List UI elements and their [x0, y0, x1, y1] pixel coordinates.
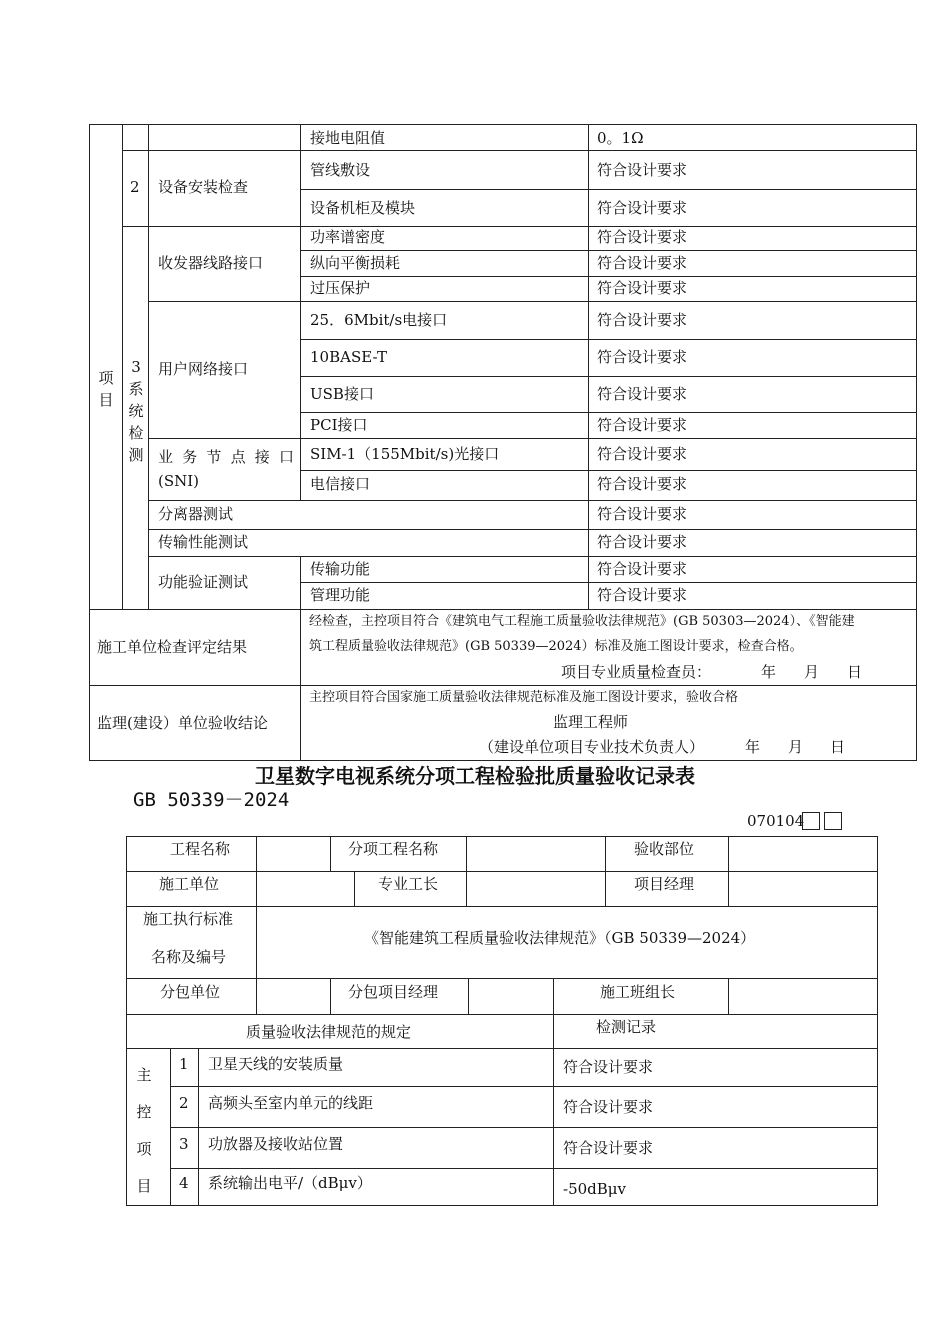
- sub-project-name-label: 分项工程名称: [348, 840, 439, 858]
- record-header: 检测记录: [596, 1018, 657, 1036]
- transmission-test: 传输性能测试: [158, 533, 249, 551]
- acceptance-part-field[interactable]: [730, 838, 876, 869]
- transmission-value: 符合设计要求: [597, 533, 688, 551]
- contractor-day: 日: [847, 663, 863, 681]
- table-cell: 设备机柜及模块: [310, 199, 416, 217]
- table-cell: 符合设计要求: [597, 560, 688, 578]
- foreman-label: 专业工长: [378, 875, 439, 893]
- sub-project-manager-field[interactable]: [470, 980, 551, 1012]
- item-num: 4: [179, 1174, 189, 1192]
- standard-label-1: 施工执行标准: [143, 910, 234, 928]
- table-cell: 功率谱密度: [310, 228, 386, 246]
- supervision-year: 年: [745, 738, 761, 756]
- item-name: 高频头至室内单元的线距: [208, 1094, 374, 1112]
- supervision-month: 月: [788, 738, 804, 756]
- table-cell: 符合设计要求: [597, 385, 688, 403]
- item-record: 符合设计要求: [563, 1098, 654, 1116]
- item-record: 符合设计要求: [563, 1139, 654, 1157]
- contractor-signer: 项目专业质量检查员：: [561, 663, 712, 681]
- project-name-field[interactable]: [258, 838, 328, 869]
- contractor-text-2: 筑工程质量验收法律规范》(GB 50339—2024）标准及施工图设计要求，检查合格。: [309, 639, 803, 654]
- construction-unit-field[interactable]: [258, 873, 352, 904]
- table-cell: 纵向平衡损耗: [310, 254, 401, 272]
- project-manager-label: 项目经理: [634, 875, 695, 893]
- table-cell: 符合设计要求: [597, 311, 688, 329]
- table-cell: 25．6Mbit/s电接口: [310, 311, 448, 329]
- subcontractor-field[interactable]: [258, 980, 328, 1012]
- supervision-label: 监理(建设）单位验收结论: [97, 714, 268, 732]
- table-cell: 电信接口: [310, 475, 371, 493]
- sub-project-manager-label: 分包项目经理: [348, 983, 439, 1001]
- spec-header: 质量验收法律规范的规定: [246, 1023, 412, 1041]
- contractor-year: 年: [761, 663, 777, 681]
- sni-name-line2: (SNI): [158, 472, 200, 490]
- supervision-owner: （建设单位项目专业技术负责人）: [479, 738, 705, 756]
- ground-resistance-label: 接地电阻值: [310, 129, 386, 147]
- acceptance-part-label: 验收部位: [634, 840, 695, 858]
- project-name-label: 工程名称: [170, 840, 231, 858]
- table-cell: 符合设计要求: [597, 416, 688, 434]
- standard-subtitle: GB 50339－2024: [133, 789, 290, 811]
- project-label: 项目: [98, 369, 114, 409]
- group3-label: 3系统检测: [128, 358, 144, 464]
- table-border: [89, 124, 917, 761]
- construction-unit-label: 施工单位: [159, 875, 220, 893]
- table-cell: 符合设计要求: [597, 228, 688, 246]
- ground-resistance-value: 0。1Ω: [597, 129, 644, 147]
- contractor-month: 月: [804, 663, 820, 681]
- subcontractor-label: 分包单位: [160, 983, 221, 1001]
- table-cell: 符合设计要求: [597, 445, 688, 463]
- supervision-engineer: 监理工程师: [553, 713, 629, 731]
- table-cell: PCI接口: [310, 416, 368, 434]
- table-cell: SIM-1（155Mbit/s)光接口: [310, 445, 500, 463]
- table-cell: 符合设计要求: [597, 475, 688, 493]
- group2-num: 2: [130, 178, 140, 196]
- page-title: 卫星数字电视系统分项工程检验批质量验收记录表: [255, 764, 695, 788]
- table-cell: 符合设计要求: [597, 279, 688, 297]
- supervision-text: 主控项目符合国家施工质量验收法律规范标准及施工图设计要求，验收合格: [309, 690, 739, 705]
- code-box-1[interactable]: [802, 812, 820, 830]
- function-test-name: 功能验证测试: [158, 573, 249, 591]
- main-control-label: 主控项目: [136, 1066, 152, 1195]
- item-record: 符合设计要求: [563, 1058, 654, 1076]
- table-cell: 10BASE-T: [310, 348, 387, 366]
- contractor-label: 施工单位检查评定结果: [97, 638, 248, 656]
- table-cell: 管线敷设: [310, 161, 371, 179]
- user-net-name: 用户网络接口: [158, 360, 249, 378]
- table-cell: 符合设计要求: [597, 348, 688, 366]
- transceiver-name: 收发器线路接口: [158, 254, 264, 272]
- table-cell: 符合设计要求: [597, 161, 688, 179]
- item-num: 3: [179, 1135, 189, 1153]
- table-cell: 符合设计要求: [597, 254, 688, 272]
- code-box-2[interactable]: [824, 812, 842, 830]
- item-name: 系统输出电平/（dBμv）: [208, 1174, 372, 1192]
- sni-name-line1: 业 务 节 点 接 口: [158, 448, 294, 466]
- project-manager-field[interactable]: [730, 873, 876, 904]
- sub-project-name-field[interactable]: [468, 838, 603, 869]
- contractor-text-1: 经检查，主控项目符合《建筑电气工程施工质量验收法律规范》(GB 50303—2024）、《智能建: [309, 614, 855, 629]
- item-num: 2: [179, 1094, 189, 1112]
- standard-label-2: 名称及编号: [151, 948, 227, 966]
- table-cell: 过压保护: [310, 279, 371, 297]
- table-cell: USB接口: [310, 385, 374, 403]
- splitter-value: 符合设计要求: [597, 505, 688, 523]
- table-cell: 符合设计要求: [597, 199, 688, 217]
- table-cell: 符合设计要求: [597, 586, 688, 604]
- item-record: -50dBμv: [563, 1180, 627, 1198]
- item-name: 卫星天线的安装质量: [208, 1055, 344, 1073]
- team-leader-label: 施工班组长: [600, 983, 676, 1001]
- table-cell: 管理功能: [310, 586, 371, 604]
- item-name: 功放器及接收站位置: [208, 1135, 344, 1153]
- table-cell: 传输功能: [310, 560, 371, 578]
- splitter-test: 分离器测试: [158, 505, 234, 523]
- foreman-field[interactable]: [468, 873, 603, 904]
- supervision-day: 日: [830, 738, 846, 756]
- item-num: 1: [179, 1055, 189, 1073]
- form-code: 070104: [747, 812, 805, 830]
- group2-name: 设备安装检查: [158, 178, 249, 196]
- team-leader-field[interactable]: [730, 980, 876, 1012]
- standard-value: 《智能建筑工程质量验收法律规范》（GB 50339—2024）: [364, 929, 756, 947]
